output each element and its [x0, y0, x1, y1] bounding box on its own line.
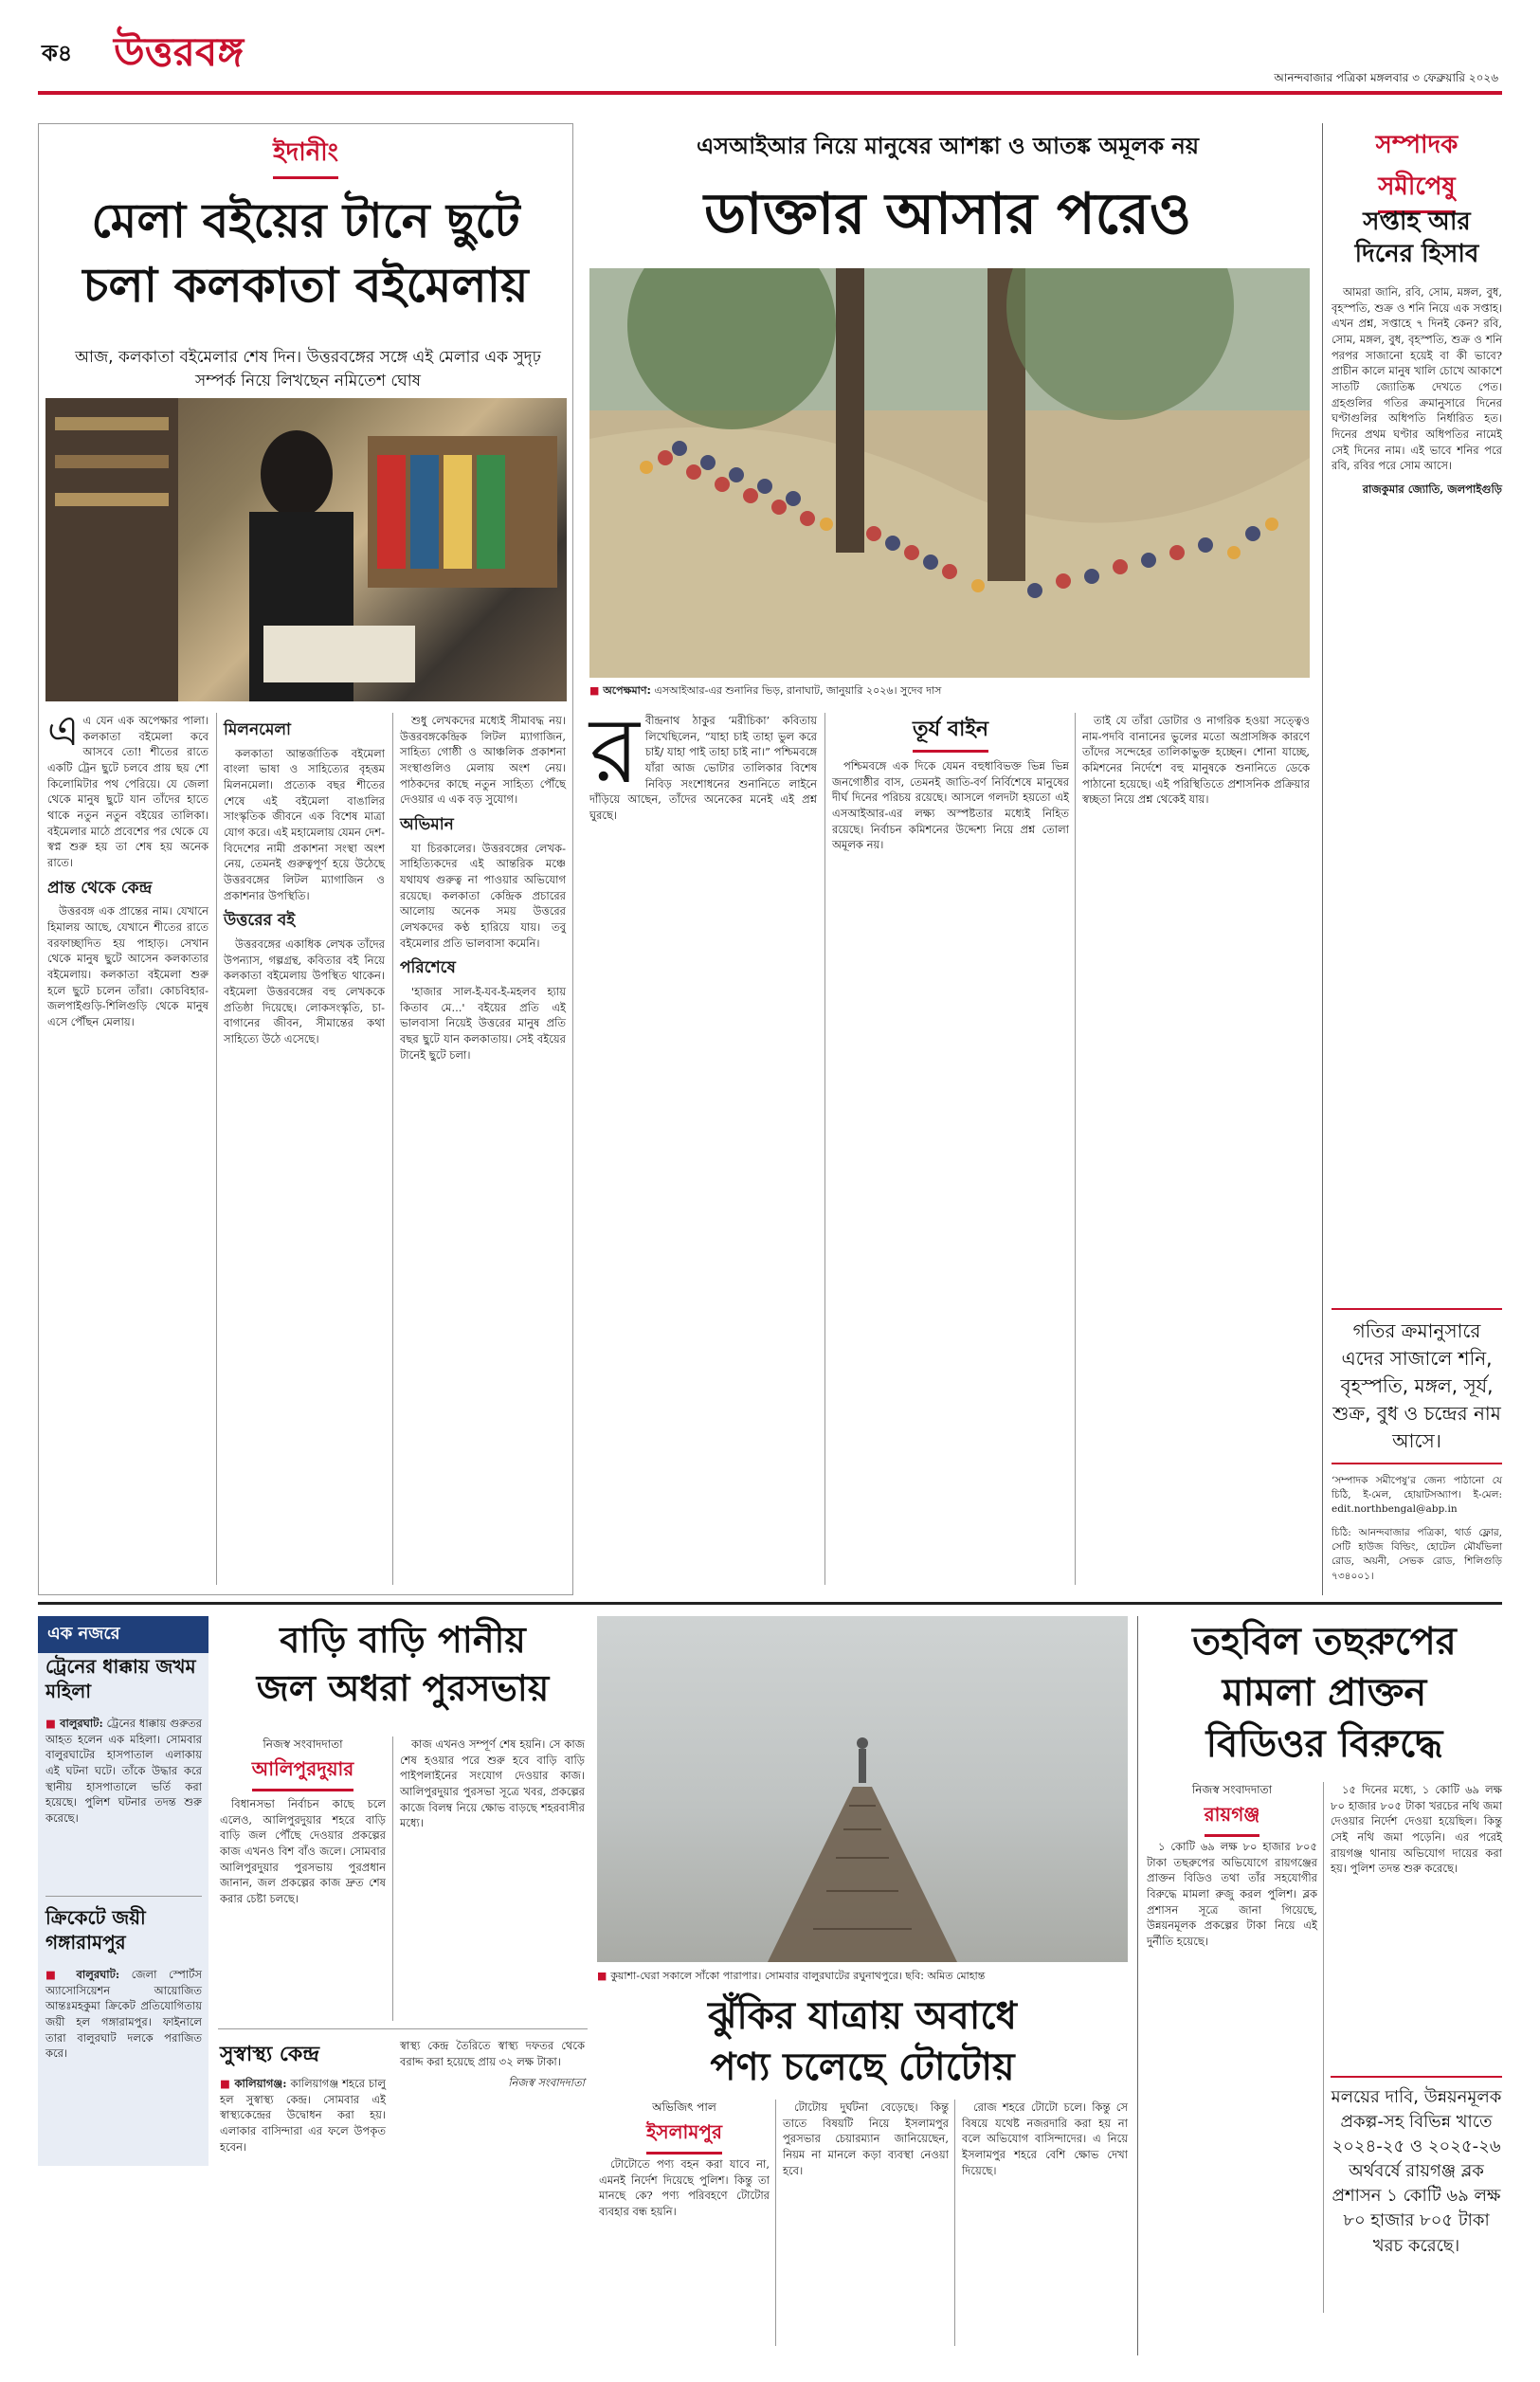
embezzle-pull-quote: মলয়ের দাবি, উন্নয়নমূলক প্রকল্প-সহ বিভিন্ন খাতে ২০২৪-২৫ ও ২০২৫-২৬ অর্থবর্ষে রায়গঞ্জ ব্লক প্রশাসন ১ কোটি ৬৯ লক্ষ ৮০ হাজার ৮০৫ টাকা খরচ করেছে। — [1331, 2076, 1502, 2259]
brief-text-1: ■ বালুরঘাট: ট্রেনের ধাক্কায় গুরুতর আহত হলেন এক মহিলা। সোমবার বালুরঘাটের হাসপাতাল এলাকায় এই ঘটনা ঘটে। তাঁকে উদ্ধার করে স্থানীয় হাসপাতালে ভর্তি করা হয়েছে। পুলিশ ঘটনার তদন্ত শুরু করেছে। — [45, 1717, 202, 1826]
sir-col-2: পশ্চিমবঙ্গে এক দিকে যেমন বহুধাবিভক্ত ভিন্ন ভিন্ন জনগোষ্ঠীর বাস, তেমনই জাতি-বর্ণ নির্বিশেষে মানুষের দীর্ঘ দিনের পরিচয় রয়েছে। আসলে গলদটা হয়তো এই এসআইআর-এর লক্ষ্য অস্পষ্টতার মধ্যেই নিহিত রয়েছে। নির্বাচন কমিশনের উদ্দেশ্য নিয়ে প্রশ্ন তোলা অমূলক নয়। — [832, 759, 1069, 852]
bookfair-photo-art — [45, 398, 567, 701]
bookfair-subhead-2: মিলনমেলা — [224, 720, 291, 739]
sir-photo-caption: ■ অপেক্ষমাণ: এসআইআর-এর শুনানির ভিড়, রানাঘাট, জানুয়ারি ২০২৬। সুদেব দাস — [589, 684, 942, 697]
half-separator — [38, 1602, 1502, 1605]
section-title: উত্তরবঙ্গ — [114, 28, 245, 75]
bookfair-subhead-3: উত্তরের বই — [224, 911, 296, 931]
letters-highlight: গতির ক্রমানুসারে এদের সাজালে শনি, বৃহস্পতি, মঙ্গল, সূর্য, শুক্র, বুধ ও চন্দ্রের নাম আসে। — [1332, 1308, 1502, 1464]
water-side-divider — [218, 2028, 588, 2029]
letters-address: চিঠি: আনন্দবাজার পত্রিকা, থার্ড ফ্লোর, সেটি হাউজ বিল্ডিং, হোটেল মৌর্যভিলা রোড, অয়নী, সেভক রোড, শিলিগুড়ি ৭৩৪০০১। — [1332, 1527, 1502, 1582]
letters-body: আমরা জানি, রবি, সোম, মঙ্গল, বুধ, বৃহস্পতি, শুক্র ও শনি নিয়ে এক সপ্তাহ। এখন প্রশ্ন, সপ্তাহে ৭ দিনই কেন? রবি, সোম, মঙ্গল, বুধ, বৃহস্পতি, শুক্র ও শনি পরপর সাজানো হয়েই বা কী ভাবে? প্রাচীন কালে মানুষ খালি চোখে আকাশে সাতটি জ্যোতিষ্ক দেখতে পেত। গ্রহগুলির গতির ক্রমানুসারে দিনের ঘণ্টাগুলির অধিপতি নির্ধারিত হত। দিনের প্রথম ঘণ্টার অধিপতির নামেই সেই দিনের নাম। এই ভাবে শনির পরে রবি, রবির পরে সোম আসে। রাজকুমার জ্যোতি, জলপাইগুড়ি — [1332, 285, 1502, 497]
toto-fog-bridge-art — [597, 1616, 1128, 1962]
bookfair-col-1: এএ যেন এক অপেক্ষার পালা। কলকাতা বইমেলা কবে আসবে তো! শীতের রাতে একটি ট্রেন ছুটে চলবে প্রায় ছয় শো কিলোমিটার পথ পেরিয়ে। যে জেলা থেকে মানুষ ছুটে যান তাঁদের হাতে থাকে নতুন নতুন বইয়ের তালিকা। বইমেলার মাঠে প্রবেশের পর থেকে যে স্বপ্ন শুরু হয় তা শেষ হয় অনেক রাতে। প্রান্ত থেকে কেন্দ্র উত্তরবঙ্গ এক প্রান্তের নাম। যেখানে হিমালয় আছে, যেখানে শীতের রাতে বরফাচ্ছাদিত হয় পাহাড়। সেখান থেকে মানুষ ছুটে আসেন কলকাতার বইমেলায়। কলকাতা বইমেলা শুরু হলে ছুটে চলেন তাঁরা। কোচবিহার-জলপাইগুড়ি-শিলিগুড়ি থেকে মানুষ এসে পৌঁছন মেলায়। — [47, 707, 208, 1029]
water-side-text-2: স্বাস্থ্য কেন্দ্র তৈরিতে স্বাস্থ্য দফতর থেকে বরাদ্দ করা হয়েছে প্রায় ৩২ লক্ষ টাকা। নিজস্ব সংবাদদাতা — [400, 2039, 585, 2090]
masthead-rule — [38, 91, 1502, 95]
sir-rule-1 — [824, 713, 825, 1585]
bookfair-col-3: শুধু লেখকদের মধ্যেই সীমাবদ্ধ নয়। উত্তরবঙ্গকেন্দ্রিক লিটল ম্যাগাজিন, সাহিত্য গোষ্ঠী ও আঞ্চলিক প্রকাশনা সংস্থাগুলিও মেলায় অংশ নেয়। পাঠকদের কাছে নতুন সাহিত্য পৌঁছে দেওয়ার এ এক বড় সুযোগ। অভিমান যা চিরকালের। উত্তরবঙ্গের লেখক-সাহিত্যিকদের এই আন্তরিক মঞ্চে যথাযথ গুরুত্ব না পাওয়ার অভিযোগ রয়েছে। কলকাতা কেন্দ্রিক প্রচারের আলোয় অনেক সময় উত্তরের লেখকদের কণ্ঠ হারিয়ে যায়। তবু বইমেলার প্রতি ভালবাসা কমেনি। পরিশেষে 'হাজার সাল-ই-যব-ই-মহলব হ্যায় কিতাব মে...' বইয়ের প্রতি এই ভালবাসা নিয়েই উত্তরের মানুষ প্রতি বছর ছুটে যান কলকাতায়। সেই বইয়ের টানেই ছুটে চলা। — [400, 714, 566, 1062]
bookfair-kicker: ইদানীং — [38, 133, 573, 179]
toto-headline: ঝুঁকির যাত্রায় অবাধে পণ্য চলেছে টোটোয় — [708, 1994, 1017, 2089]
bookfair-photo — [45, 398, 567, 701]
embezzle-col-1: ১ কোটি ৬৯ লক্ষ ৮০ হাজার ৮০৫ টাকা তছরুপের অভিযোগে রায়গঞ্জের প্রাক্তন বিডিও তথা তাঁর সহযোগীর বিরুদ্ধে মামলা রুজু করল পুলিশ। ব্লক প্রশাসন সূত্রে জানা গিয়েছে, উন্নয়নমূলক প্রকল্পের টাকা নিয়ে এই দুর্নীতি হয়েছে। — [1147, 1840, 1317, 1949]
toto-byline: অভিজিৎ পাল ইসলামপুর — [599, 2100, 770, 2155]
bookfair-intro: আজ, কলকাতা বইমেলার শেষ দিন। উত্তরবঙ্গের সঙ্গে এই মেলার এক সুদৃঢ় সম্পর্ক নিয়ে লিখছেন নমিতেশ ঘোষ — [75, 348, 541, 391]
toto-col-3: রোজ শহরে টোটো চলে। কিন্তু সে বিষয়ে যথেষ্ট নজরদারি করা হয় না বলে অভিযোগ বাসিন্দাদের। এ নিয়ে ইসলামপুর শহরে বেশি ক্ষোভ দেখা দিয়েছে। — [962, 2100, 1128, 2177]
brief-headline-2: ক্রিকেটে জয়ী গঙ্গারামপুর — [45, 1906, 146, 1954]
toto-col-1: টোটোতে পণ্য বহন করা যাবে না, এমনই নির্দেশ দিয়েছে পুলিশ। কিন্তু তা মানছে কে? পণ্য পরিবহণে টোটোর ব্যবহার বন্ধ হয়নি। — [599, 2157, 770, 2219]
sir-headline: ডাক্তার আসার পরেও — [703, 181, 1192, 247]
letters-kicker: সম্পাদক সমীপেষু — [1332, 125, 1502, 213]
sir-photo — [589, 268, 1310, 678]
brief-text-2: ■ বালুরঘাট: জেলা স্পোর্টস অ্যাসোসিয়েশন আয়োজিত আন্তঃমহকুমা ক্রিকেট প্রতিযোগিতায় জয়ী হল গঙ্গারামপুর। ফাইনালে তারা বালুরঘাট দলকে পরাজিত করে। — [45, 1968, 203, 2061]
bookfair-subhead-4: অভিমান — [400, 815, 454, 835]
brief-headline-1: ট্রেনের ধাক্কায় জখম মহিলা — [45, 1655, 196, 1702]
embezzle-rule — [1137, 1616, 1138, 2355]
bookfair-rule-2 — [392, 713, 393, 1585]
water-rule — [392, 1736, 393, 2021]
letters-rule — [1322, 123, 1323, 1595]
embezzle-col-rule — [1323, 1782, 1324, 2313]
paper-dateline: আনন্দবাজার পত্রিকা মঙ্গলবার ৩ ফেব্রুয়ারি ২০২৬ — [1274, 71, 1498, 84]
water-col-1: বিধানসভা নির্বাচন কাছে চলে এলেও, আলিপুরদুয়ার শহরে বাড়ি বাড়ি জল পৌঁছে দেওয়ার প্রকল্পের কাজ এখনও বিশ বাঁও জলে। সোমবার আলিপুরদুয়ার পুরসভায় পুরপ্রধান জানান, জল প্রকল্পের কাজ দ্রুত শেষ করার চেষ্টা চলছে। — [220, 1797, 386, 1906]
letters-title: সপ্তাহ আর দিনের হিসাব — [1354, 208, 1479, 268]
toto-col-2: টোটোয় দুর্ঘটনা বেড়েছে। কিন্তু তাতে বিষয়টি নিয়ে ইসলামপুর পুরসভার চেয়ারম্যান জানিয়েছেন, নিয়ম না মানলে কড়া ব্যবস্থা নেওয়া হবে। — [783, 2100, 949, 2177]
brief-label: এক নজরে — [38, 1616, 208, 1653]
bookfair-rule-1 — [216, 713, 217, 1585]
bookfair-subhead-5: পরিশেষে — [400, 958, 456, 978]
sir-author: তূর্য বাইন — [832, 713, 1069, 753]
water-headline: বাড়ি বাড়ি পানীয় জল অধরা পুরসভায় — [256, 1619, 550, 1710]
toto-photo-caption: ■ কুয়াশা-ঘেরা সকালে সাঁকো পারাপার। সোমবার বালুরঘাটের রঘুনাথপুরে। ছবি: অমিত মোহান্ত — [597, 1970, 986, 1982]
sir-rule-2 — [1075, 713, 1076, 1585]
water-byline: নিজস্ব সংবাদদাতা আলিপুরদুয়ার — [220, 1736, 386, 1791]
letters-submit-info: ‘সম্পাদক সমীপেষু’র জেন্য পাঠানো যে চিঠি, ই-মেল, হোয়াটসঅ্যাপ। ই-মেল: edit.northbengal@abp.in — [1332, 1475, 1502, 1516]
toto-rule-2 — [954, 2100, 955, 2346]
bookfair-subhead-1: প্রান্ত থেকে কেন্দ্র — [47, 878, 153, 898]
sir-kicker: এসআইআর নিয়ে মানুষের আশঙ্কা ও আতঙ্ক অমূলক নয় — [696, 133, 1200, 159]
bookfair-col-2: মিলনমেলা কলকাতা আন্তর্জাতিক বইমেলা বাংলা ভাষা ও সাহিত্যের বৃহত্তম মিলনমেলা। প্রত্যেক বছর শীতের শেষে এই বইমেলা বাঙালির সাংস্কৃতিক জীবনে এক বিশেষ মাত্রা যোগ করে। এই মহামেলায় যেমন দেশ-বিদেশের নামী প্রকাশনা সংস্থা অংশ নেয়, তেমনই গুরুত্বপূর্ণ হয়ে উঠেছে উত্তরবঙ্গের লিটল ম্যাগাজিন ও প্রকাশনার উপস্থিতি। উত্তরের বই উত্তরবঙ্গের একাধিক লেখক তাঁদের উপন্যাস, গল্পগ্রন্থ, কবিতার বই নিয়ে কলকাতা বইমেলায় উপস্থিত থাকেন। বইমেলা উত্তরবঙ্গের বহু লেখককে প্রতিষ্ঠা দিয়েছে। লোকসংস্কৃতি, চা-বাগানের জীবন, সীমান্তের কথা সাহিত্যে উঠে এসেছে। — [224, 720, 385, 1046]
embezzle-headline: তহবিল তছরুপের মামলা প্রাক্তন বিডিওর বিরুদ্ধে — [1192, 1620, 1457, 1766]
embezzle-col-2: ১৫ দিনের মধ্যে, ১ কোটি ৬৯ লক্ষ ৮০ হাজার ৮০৫ টাকা খরচের নথি জমা দেওয়ার নির্দেশ দেওয়া হয়েছিল। কিন্তু সেই নথি জমা পড়েনি। এর পরেই রায়গঞ্জ থানায় অভিযোগ দায়ের করা হয়। পুলিশ তদন্ত শুরু করেছে। — [1331, 1783, 1502, 1876]
water-side-headline: সুস্বাস্থ্য কেন্দ্র — [220, 2043, 320, 2066]
water-col-2: কাজ এখনও সম্পূর্ণ শেষ হয়নি। সে কাজ শেষ হওয়ার পরে শুরু হবে বাড়ি বাড়ি পাইপলাইনের সংযোগ দেওয়ার কাজ। আলিপুরদুয়ার পুরসভা সূত্রে খবর, প্রকল্পের কাজে বিলম্ব নিয়ে ক্ষোভ বাড়ছে শহরবাসীর মধ্যে। — [400, 1737, 585, 1830]
bookfair-headline: মেলা বইয়ের টানে ছুটে চলা কলকাতা বইমেলায় — [82, 193, 529, 313]
sir-crowd-art — [589, 268, 1310, 678]
sir-col-1: রবীন্দ্রনাথ ঠাকুর ‘মরীচিকা’ কবিতায় লিখেছিলেন, “যাহা চাই তাহা ভুল করে চাই/ যাহা পাই তাহা চাই না।” পশ্চিমবঙ্গে যাঁরা আজ ভোটার তালিকার বিশেষ নিবিড় সংশোধনের শুনানিতে লাইনে দাঁড়িয়ে আছেন, তাঁদের অনেকের মনেই এই প্রশ্ন ঘুরছে। — [589, 698, 817, 823]
embezzle-byline: নিজস্ব সংবাদদাতা রায়গঞ্জ — [1147, 1782, 1317, 1837]
toto-photo — [597, 1616, 1128, 1962]
brief-divider — [45, 1896, 202, 1897]
sir-col-3: তাই যে তাঁরা ডোটার ও নাগরিক হওয়া সত্ত্বেও নাম-পদবি বানানের ভুলের মতো অপ্রাসঙ্গিক কারণে তাঁদের সন্দেহের তালিকাভুক্ত হচ্ছেন। শোনা যাচ্ছে, কমিশনের নির্দেশে বহু মানুষকে শুনানিতে ডেকে পাঠানো হয়েছে। এই পরিস্থিতিতে প্রশাসনিক প্রক্রিয়ার স্বচ্ছতা নিয়ে প্রশ্ন থেকেই যায়। — [1082, 714, 1310, 807]
water-side-text: ■ কালিয়াগঞ্জ: কালিয়াগঞ্জ শহরে চালু হল সুস্বাস্থ্য কেন্দ্র। সোমবার এই স্বাস্থ্যকেন্দ্রের উদ্বোধন করা হয়। এলাকার বাসিন্দারা এর ফলে উপকৃত হবেন। — [220, 2077, 386, 2154]
page-number: ক৪ — [42, 40, 73, 66]
toto-rule-1 — [775, 2100, 776, 2346]
